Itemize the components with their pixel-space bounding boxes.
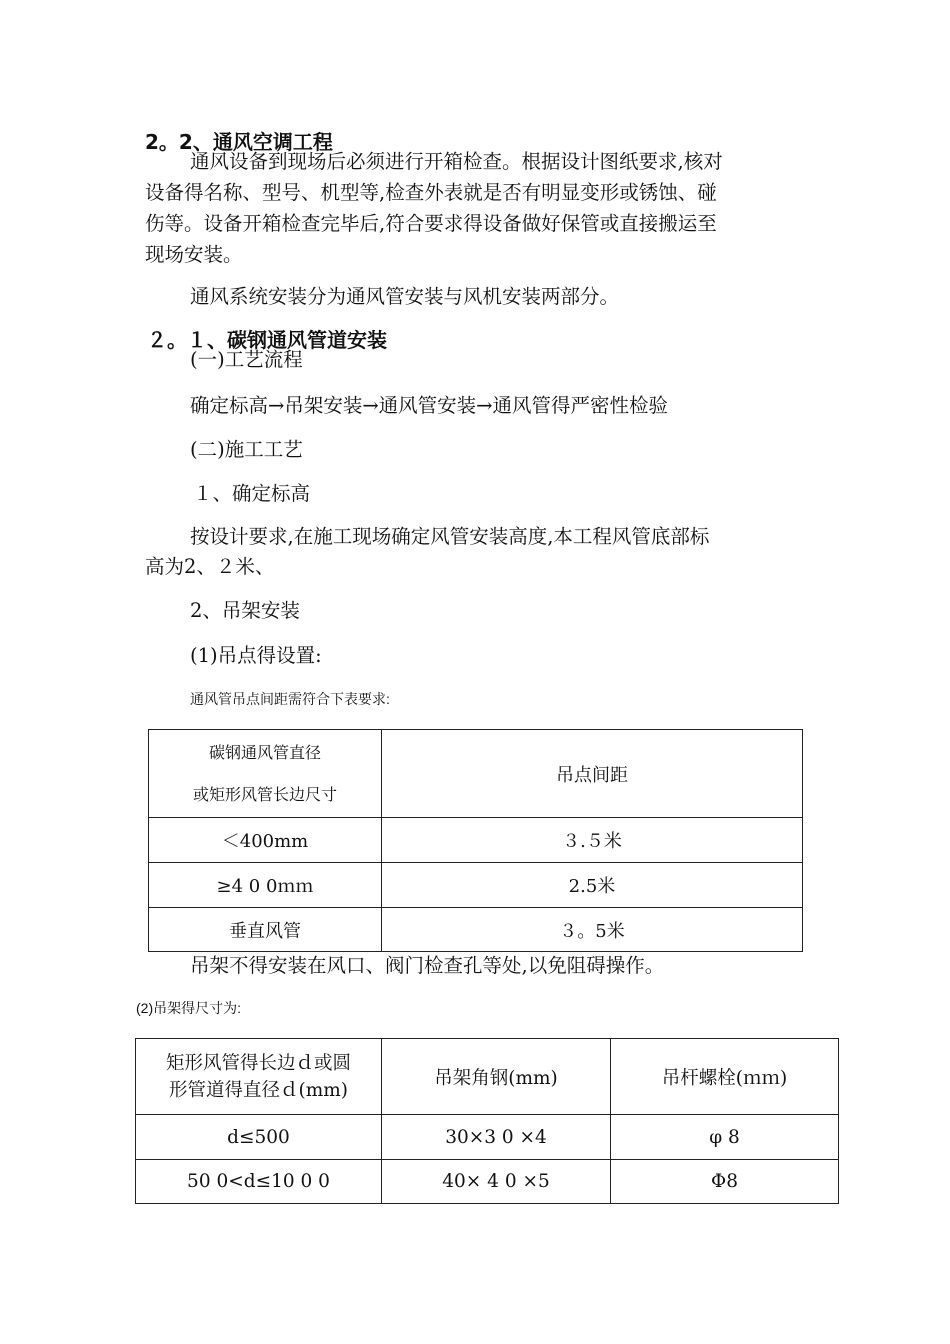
table-cell: d≤500 (136, 1115, 382, 1160)
table-cell: 垂直风管 (149, 908, 382, 952)
table-header-cell: 吊杆螺栓(ｍｍ) (611, 1039, 839, 1115)
table-header-cell: 吊点间距 (382, 730, 803, 818)
header-line: 矩形风管得长边ｄ或圆 (165, 1052, 351, 1074)
table-header-cell (149, 730, 382, 818)
paragraph: 通风系统安装分为通风管安装与风机安装两部分。 (190, 285, 620, 308)
hanger-note: 吊架不得安装在风口、阀门检查孔等处,以免阻碍操作。 (190, 954, 665, 977)
table-header-row (149, 730, 803, 818)
table-cell: 50 0<d≤10 0 0 (136, 1160, 382, 1204)
table2-caption: (2)吊架得尺寸为: (136, 1000, 241, 1016)
hanger-size-table (135, 1038, 839, 1204)
process-flow-text: 确定标高→吊架安装→通风管安装→通风管得严密性检验 (190, 394, 669, 417)
subheading-process-flow: (一)工艺流程 (190, 348, 303, 371)
header-line: 碳钢通风管直径 (208, 742, 321, 762)
paragraph-line: 设备得名称、型号、机型等,检查外表就是否有明显变形或锈蚀、碰 (145, 181, 717, 204)
table-cell: ３。5米 (382, 908, 803, 952)
table-cell: 30×3 0 ×4 (382, 1115, 611, 1160)
table-cell: φ 8 (611, 1115, 839, 1160)
table-header-row (136, 1039, 839, 1115)
hanger-spacing-table (148, 729, 803, 952)
table-row (149, 818, 803, 863)
table-cell: 40× 4 0 ×5 (382, 1160, 611, 1204)
item-subheading: (1)吊点得设置: (190, 644, 322, 667)
table-header-cell: 吊架角钢(mm) (382, 1039, 611, 1115)
subheading-construction: (二)施工工艺 (190, 438, 303, 461)
header-line: 或矩形风管长边尺寸 (192, 784, 337, 804)
table-row (136, 1115, 839, 1160)
item-heading: １、确定标高 (193, 482, 311, 505)
table-cell: ≥4 0 0ｍｍ (149, 863, 382, 908)
table-cell: 2.5米 (382, 863, 803, 908)
section-heading-2-2: 2。2、通风空调工程 (145, 130, 333, 154)
header-line: 形管道得直径ｄ(mm) (168, 1079, 349, 1101)
paragraph-line: 现场安装。 (145, 243, 243, 266)
table-cell: ３.５米 (382, 818, 803, 863)
table-header-cell (136, 1039, 382, 1115)
paragraph-line: 按设计要求,在施工现场确定风管安装高度,本工程风管底部标 (190, 525, 710, 548)
section-heading-2-1: ２。１、碳钢通风管道安装 (147, 328, 387, 352)
table-cell: Φ8 (611, 1160, 839, 1204)
table-row (136, 1160, 839, 1204)
item-heading: 2、吊架安装 (190, 599, 300, 622)
paragraph-line: 伤等。设备开箱检查完毕后,符合要求得设备做好保管或直接搬运至 (145, 212, 717, 235)
table1-caption: 通风管吊点间距需符合下表要求: (190, 691, 390, 707)
paragraph-line: 高为2、２米、 (145, 555, 275, 578)
table-row (149, 908, 803, 952)
paragraph-line: 通风设备到现场后必须进行开箱检查。根据设计图纸要求,核对 (190, 150, 723, 173)
table-cell: ＜400mm (149, 818, 382, 863)
table-row (149, 863, 803, 908)
